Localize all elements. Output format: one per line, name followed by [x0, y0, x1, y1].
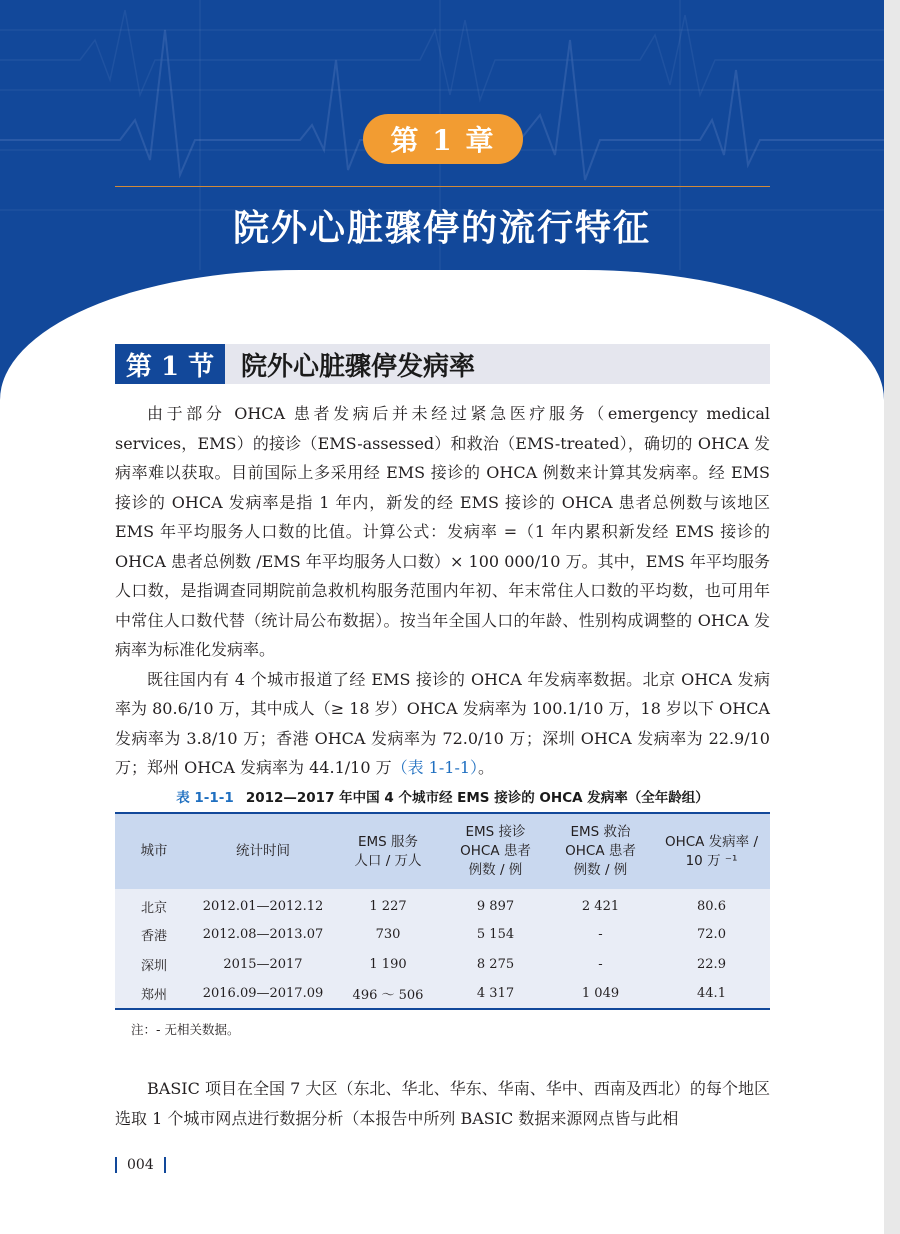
body-text-top	[115, 399, 770, 783]
page-number: 004	[127, 1157, 154, 1173]
table-row	[115, 949, 770, 979]
table-cell: -	[598, 956, 603, 972]
table-cell: 1 049	[581, 986, 620, 1001]
chapter-title: 院外心脏骤停的流行特征	[232, 207, 651, 249]
table-cell: 22.9	[697, 956, 726, 972]
table-cell: 496 ～ 506	[352, 988, 424, 1003]
table-cell: 北京	[140, 900, 167, 916]
table-note: 注：- 无相关数据。	[131, 1022, 240, 1037]
table-header-cell: EMS 服务 人口 / 万人	[333, 813, 443, 889]
body-text-bottom	[115, 1074, 770, 1133]
table-header-cell: 统计时间	[193, 813, 333, 889]
table-caption	[115, 786, 770, 806]
chapter-divider	[115, 186, 770, 187]
table-cell: 2012.01—2012.12	[202, 898, 324, 914]
table-cell: 1 227	[369, 898, 407, 914]
table-cell: 80.6	[697, 898, 726, 914]
table-header-cell: OHCA 发病率 / 10 万 ⁻¹	[653, 813, 770, 889]
table-row	[115, 889, 770, 919]
table-cell: 2 421	[581, 898, 620, 914]
footer-bar-right	[164, 1157, 166, 1173]
table-cell: 730	[375, 926, 401, 942]
table-cell: 2015—2017	[223, 956, 303, 972]
table-header-cell: EMS 接诊 OHCA 患者 例数 / 例	[443, 813, 548, 889]
table-cell: 香港	[140, 928, 167, 944]
page-footer	[115, 1155, 166, 1175]
table-row	[115, 979, 770, 1009]
incidence-table	[115, 812, 770, 1010]
table-cell: 2012.08—2013.07	[202, 926, 324, 942]
table-cell: 1 190	[369, 956, 407, 972]
table-header-row	[115, 813, 770, 889]
table-cell: 4 317	[476, 986, 515, 1001]
paragraph-3: BASIC 项目在全国 7 大区（东北、华北、华东、华南、华中、西南及西北）的每个地区选取 1 个城市网点进行数据分析（本报告中所列 BASIC 数据来源网点皆与此相	[115, 1079, 770, 1128]
table-cell: 9 897	[476, 898, 515, 914]
table-cell: 郑州	[140, 988, 167, 1003]
table-reference-link[interactable]: （表 1-1-1）	[391, 758, 479, 777]
paragraph-2-end: 。	[478, 758, 495, 777]
table-row	[115, 919, 770, 949]
table-cell: 深圳	[140, 958, 167, 974]
table-caption-text: 2012—2017 年中国 4 个城市经 EMS 接诊的 OHCA 发病率（全年龄组）	[245, 790, 709, 806]
section-number: 第 1 节	[115, 344, 225, 384]
paragraph-1: 由于部分 OHCA 患者发病后并未经过紧急医疗服务（emergency medical services，EMS）的接诊（EMS-assessed）和救治（EMS-treated），确切的 OHCA 发病率难以获取。目前国际上多采用经 EMS 接诊的 OHCA 例数来计算其发病率。经 EMS 接诊的 OHCA 发病率是指 1 年内，新发的经 EMS 接诊的 OHCA 患者总例数与该地区 EMS 年平均服务人口数的比值。计算公式：发病率 =（1 年内累积新发经 EMS 接诊的 OHCA 患者总例数 /EMS 年平均服务人口数）× 100 000/10 万。其中，EMS 年平均服务人口数，是指调查同期院前急救机构服务范围内年初、年末常住人口数的平均数，也可用年中常住人口数代替（统计局公布数据）。按当年全国人口的年龄、性别构成调整的 OHCA 发病率为标准化发病率。	[115, 404, 770, 659]
table-cell: 2016.09—2017.09	[202, 986, 324, 1001]
table-cell: 44.1	[697, 986, 726, 1001]
table-cell: 5 154	[476, 926, 515, 942]
table-cell: -	[598, 926, 603, 942]
table-header-cell: EMS 救治 OHCA 患者 例数 / 例	[548, 813, 653, 889]
table-header-cell: 城市	[115, 813, 193, 889]
paragraph-2-text: 既往国内有 4 个城市报道了经 EMS 接诊的 OHCA 年发病率数据。北京 OHCA 发病率为 80.6/10 万，其中成人（≥ 18 岁）OHCA 发病率为 100.1/10 万，18 岁以下 OHCA 发病率为 3.8/10 万；香港 OHCA 发病率为 72.0/10 万；深圳 OHCA 发病率为 22.9/10 万；郑州 OHCA 发病率为 44.1/10 万	[115, 669, 770, 777]
section-heading	[115, 344, 770, 384]
table-cell: 72.0	[697, 926, 726, 942]
section-title: 院外心脏骤停发病率	[241, 351, 476, 382]
paragraph-2	[115, 665, 770, 783]
page-edge-strip	[884, 0, 900, 1234]
table-cell: 8 275	[476, 956, 515, 972]
table-number: 表 1-1-1	[176, 790, 234, 806]
chapter-label: 第 1 章	[363, 114, 523, 164]
footer-bar-left	[115, 1157, 117, 1173]
